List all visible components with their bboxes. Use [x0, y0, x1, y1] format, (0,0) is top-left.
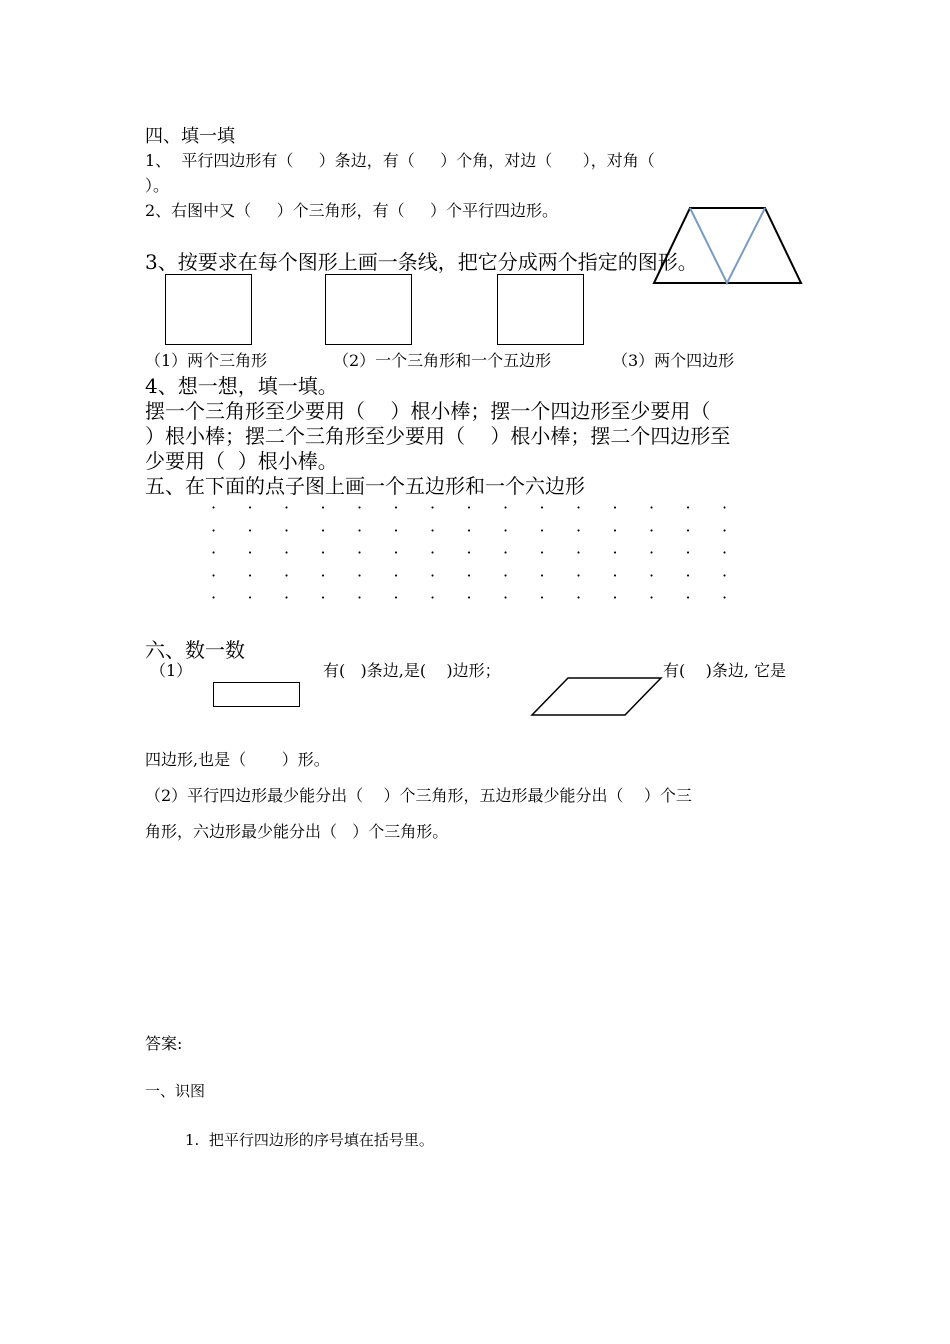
grid-dot: · — [612, 588, 618, 607]
grid-dot: · — [722, 498, 728, 517]
grid-dot: · — [284, 520, 290, 540]
grid-dot: · — [247, 498, 253, 517]
q2-text: 2、右图中又（ ）个三角形，有（ ）个平行四边形。 — [145, 201, 559, 220]
grid-dot: · — [612, 565, 618, 585]
grid-dot: · — [612, 543, 618, 562]
s6-q1-label: （1） — [150, 661, 193, 680]
grid-dot: · — [685, 588, 691, 607]
grid-dot: · — [722, 543, 728, 562]
grid-dot: · — [576, 520, 582, 540]
grid-dot: · — [430, 565, 436, 585]
grid-dot: · — [685, 543, 691, 562]
grid-dot: · — [430, 520, 436, 540]
grid-dot: · — [576, 565, 582, 585]
grid-dot: · — [320, 520, 326, 540]
answers-title: 答案: — [145, 1034, 183, 1053]
grid-dot: · — [393, 543, 399, 562]
answers-part1: 一、识图 — [145, 1082, 206, 1100]
grid-dot: · — [357, 520, 363, 540]
grid-dot: · — [649, 520, 655, 540]
grid-dot: · — [539, 543, 545, 562]
grid-dot: · — [685, 565, 691, 585]
grid-dot: · — [649, 565, 655, 585]
grid-dot: · — [612, 520, 618, 540]
grid-dot: · — [211, 520, 217, 540]
grid-dot: · — [357, 543, 363, 562]
s6-q2-line2: 角形，六边形最少能分出（ ）个三角形。 — [145, 822, 449, 841]
grid-dot: · — [357, 565, 363, 585]
grid-dot: · — [503, 565, 509, 585]
grid-dot: · — [539, 498, 545, 517]
answers-item1: 1. 把平行四边形的序号填在括号里。 — [185, 1131, 434, 1149]
parallelogram-outline — [532, 678, 661, 715]
grid-dot: · — [503, 520, 509, 540]
s6-q1-text-a: 有( )条边,是( )边形； — [323, 661, 501, 680]
grid-dot: · — [393, 520, 399, 540]
grid-dot: · — [284, 565, 290, 585]
grid-dot: · — [211, 498, 217, 517]
grid-dot: · — [430, 588, 436, 607]
grid-dot: · — [466, 565, 472, 585]
grid-dot: · — [466, 543, 472, 562]
grid-dot: · — [284, 498, 290, 517]
grid-dot: · — [320, 565, 326, 585]
grid-dot: · — [722, 520, 728, 540]
grid-dot: · — [722, 588, 728, 607]
grid-dot: · — [393, 498, 399, 517]
grid-dot: · — [685, 520, 691, 540]
grid-dot: · — [539, 520, 545, 540]
grid-dot: · — [576, 498, 582, 517]
q1-line2: ）。 — [145, 176, 170, 195]
grid-dot: · — [649, 588, 655, 607]
grid-dot: · — [722, 565, 728, 585]
grid-dot: · — [320, 498, 326, 517]
grid-dot: · — [503, 588, 509, 607]
grid-dot: · — [247, 543, 253, 562]
grid-dot: · — [211, 543, 217, 562]
s6-q1-line2: 四边形,也是（ ）形。 — [145, 750, 330, 769]
q1-line1: 1、 平行四边形有（ ）条边，有（ ）个角，对边（ ），对角（ — [145, 151, 655, 170]
q3-label-1: （1）两个三角形 — [145, 351, 268, 370]
grid-dot: · — [576, 543, 582, 562]
grid-dot: · — [466, 588, 472, 607]
grid-dot: · — [539, 588, 545, 607]
grid-dot: · — [284, 588, 290, 607]
grid-dot: · — [430, 543, 436, 562]
s6-q1-text-b: 有( )条边, 它是 — [663, 661, 787, 680]
grid-dot: · — [247, 520, 253, 540]
grid-dot: · — [211, 565, 217, 585]
grid-dot: · — [466, 498, 472, 517]
q4-line1: 摆一个三角形至少要用（ ）根小棒；摆一个四边形至少要用（ — [145, 399, 711, 423]
section4-title: 四、填一填 — [145, 126, 235, 147]
grid-dot: · — [685, 498, 691, 517]
q4-line2: ）根小棒；摆二个三角形至少要用（ ）根小棒；摆二个四边形至 — [145, 424, 731, 448]
q3-text: 3、按要求在每个图形上画一条线，把它分成两个指定的图形。 — [145, 250, 698, 274]
grid-dot: · — [503, 543, 509, 562]
section6-title: 六、数一数 — [145, 638, 245, 662]
grid-dot: · — [503, 498, 509, 517]
grid-dot: · — [320, 588, 326, 607]
grid-dot: · — [649, 498, 655, 517]
grid-dot: · — [247, 565, 253, 585]
grid-dot: · — [430, 498, 436, 517]
grid-dot: · — [612, 498, 618, 517]
grid-dot: · — [539, 565, 545, 585]
grid-dot: · — [466, 520, 472, 540]
grid-dot: · — [393, 565, 399, 585]
q3-label-3: （3）两个四边形 — [612, 351, 735, 370]
q4-title: 4、想一想，填一填。 — [145, 374, 338, 398]
grid-dot: · — [320, 543, 326, 562]
q4-line3: 少要用（ ）根小棒。 — [145, 449, 338, 473]
grid-dot: · — [576, 588, 582, 607]
grid-dot: · — [393, 588, 399, 607]
q3-label-2: （2）一个三角形和一个五边形 — [333, 351, 552, 370]
grid-dot: · — [357, 498, 363, 517]
grid-dot: · — [649, 543, 655, 562]
grid-dot: · — [247, 588, 253, 607]
grid-dot: · — [284, 543, 290, 562]
s6-q2-line1: （2）平行四边形最少能分出（ ）个三角形，五边形最少能分出（ ）个三 — [145, 786, 692, 805]
grid-dot: · — [357, 588, 363, 607]
grid-dot: · — [211, 588, 217, 607]
section5-title: 五、在下面的点子图上画一个五边形和一个六边形 — [145, 474, 585, 498]
